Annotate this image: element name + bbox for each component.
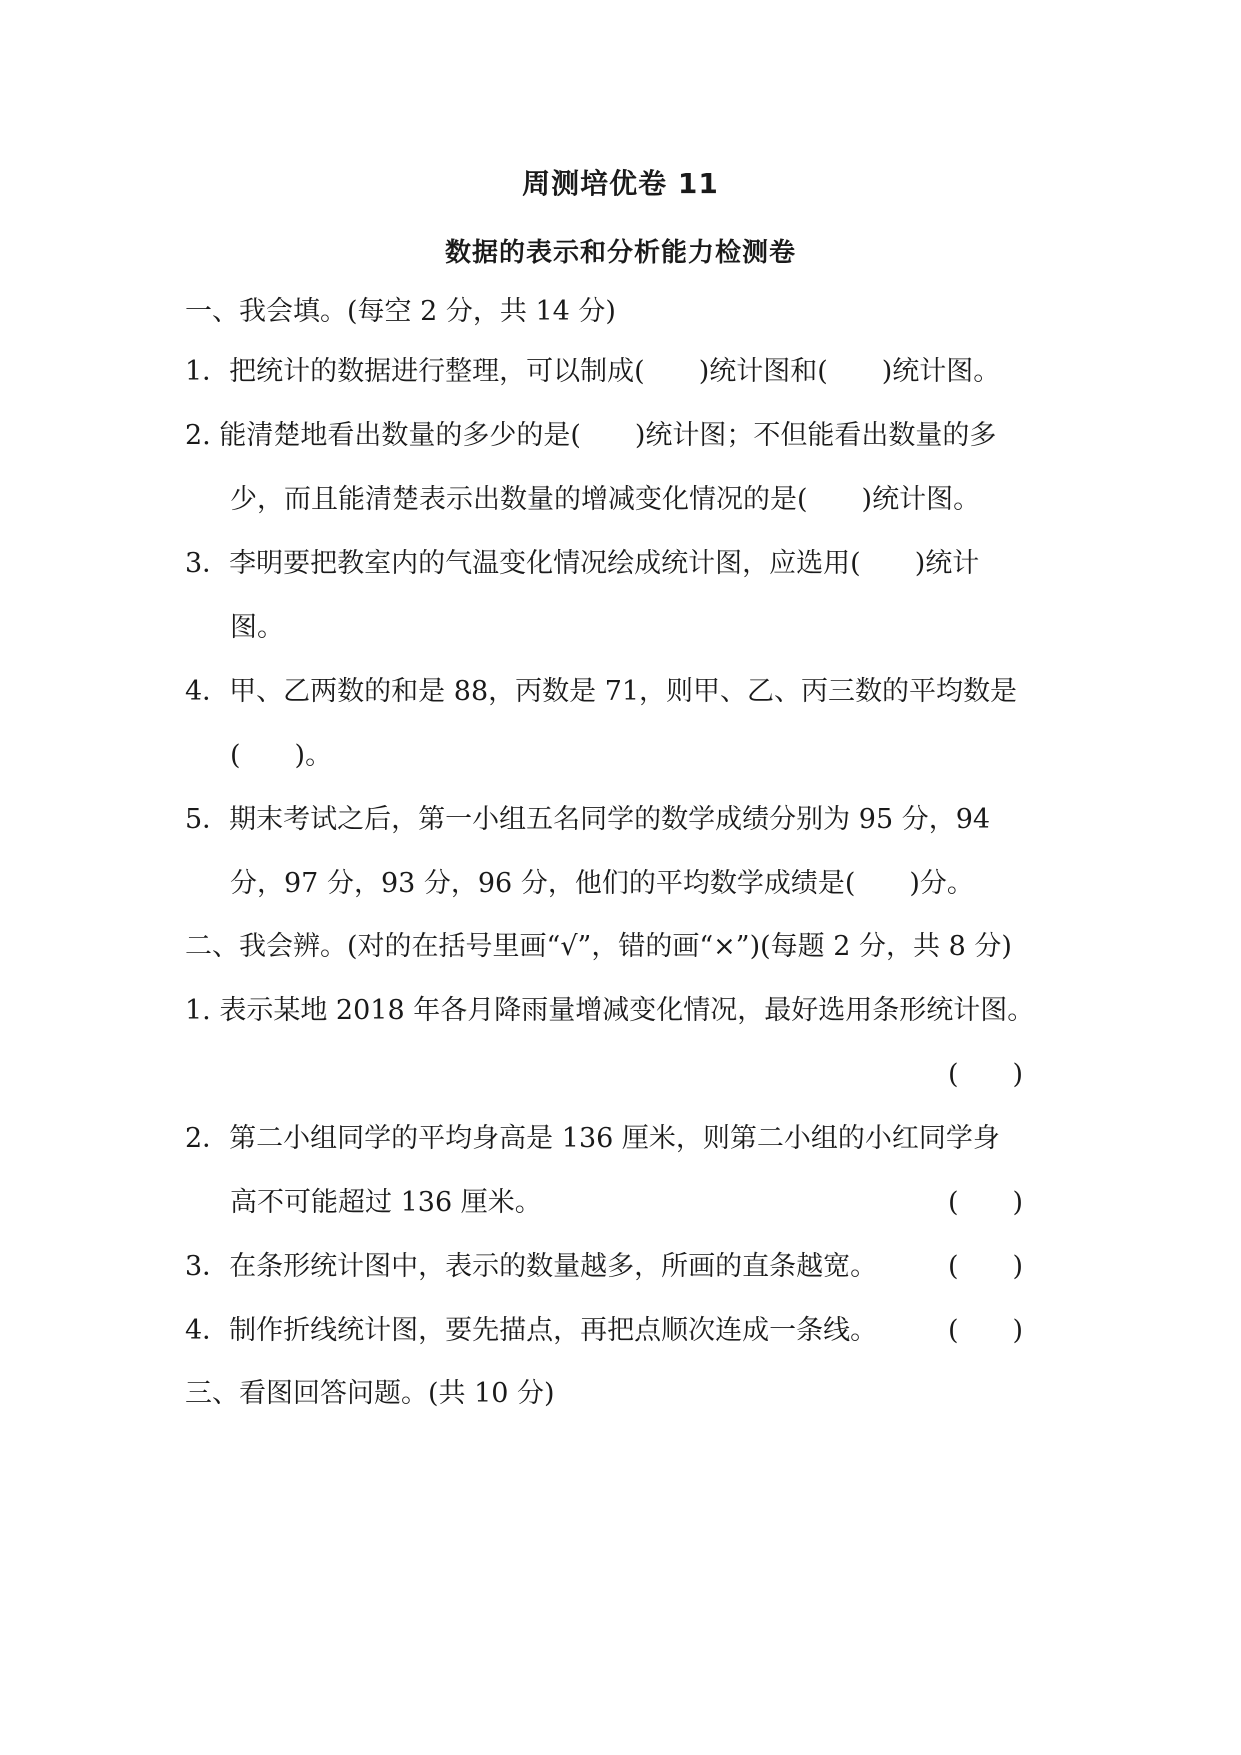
question-line: 2. 能清楚地看出数量的多少的是( )统计图；不但能看出数量的多 [185, 420, 997, 451]
section-heading-judge: 二、我会辨。(对的在括号里画“√”，错的画“×”)(每题 2 分，共 8 分) [185, 931, 1012, 962]
question-line: 少，而且能清楚表示出数量的增减变化情况的是( )统计图。 [230, 484, 981, 515]
question-line: 3．在条形统计图中，表示的数量越多，所画的直条越宽。 [185, 1251, 878, 1282]
question-line: 高不可能超过 136 厘米。 [230, 1187, 542, 1218]
question-line: 3．李明要把教室内的气温变化情况绘成统计图，应选用( )统计 [185, 548, 980, 579]
question-line: 图。 [230, 612, 284, 643]
question-line: 分，97 分，93 分，96 分，他们的平均数学成绩是( )分。 [230, 868, 974, 899]
answer-paren: ( ) [948, 1315, 1024, 1346]
question-line: ( )。 [230, 740, 333, 771]
question-line: 4．制作折线统计图，要先描点，再把点顺次连成一条线。 [185, 1315, 878, 1346]
answer-paren: ( ) [948, 1059, 1024, 1090]
section-heading-fill: 一、我会填。(每空 2 分，共 14 分) [185, 296, 616, 327]
section-heading-chart: 三、看图回答问题。(共 10 分) [185, 1378, 555, 1409]
page-title: 周测培优卷 11 [522, 167, 719, 200]
answer-paren: ( ) [948, 1187, 1024, 1218]
question-line: 5．期末考试之后，第一小组五名同学的数学成绩分别为 95 分，94 [185, 804, 991, 835]
question-line: 4．甲、乙两数的和是 88，丙数是 71，则甲、乙、丙三数的平均数是 [185, 676, 1018, 707]
question-line: 1．把统计的数据进行整理，可以制成( )统计图和( )统计图。 [185, 356, 1001, 387]
answer-paren: ( ) [948, 1251, 1024, 1282]
question-line: 2．第二小组同学的平均身高是 136 厘米，则第二小组的小红同学身 [185, 1123, 1000, 1154]
page-subtitle: 数据的表示和分析能力检测卷 [444, 238, 796, 268]
question-line: 1. 表示某地 2018 年各月降雨量增减变化情况，最好选用条形统计图。 [185, 995, 1035, 1026]
